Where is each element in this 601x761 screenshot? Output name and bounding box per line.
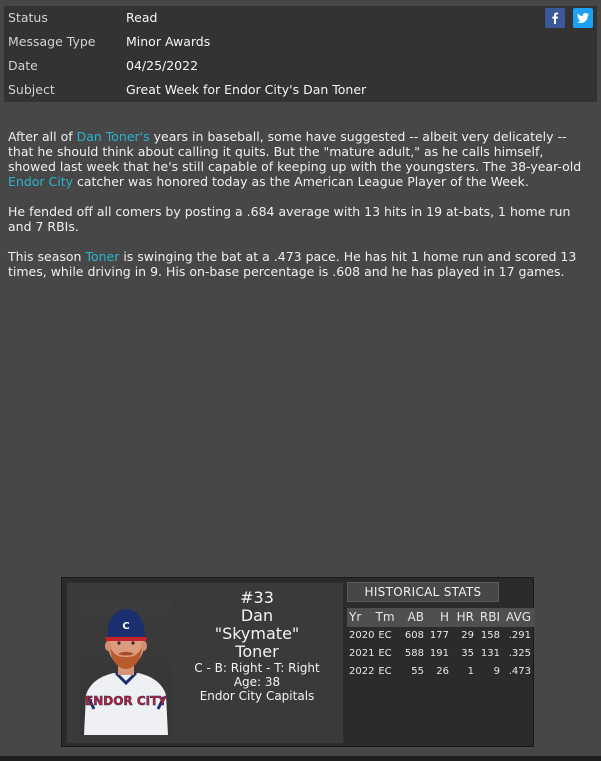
jersey-text: ENDOR CITY — [85, 694, 167, 708]
cell-h: 26 — [436, 666, 449, 677]
date-row — [4, 54, 597, 78]
status-value: Read — [126, 10, 158, 25]
message-type-value: Minor Awards — [126, 34, 211, 49]
article-paragraph: He fended off all comers by posting a .684 average with 13 hits in 19 at-bats, 1 home run and 7 RBIs. — [8, 204, 571, 234]
player-age: Age: 38 — [233, 675, 281, 689]
article-text: is swinging the bat at a .473 pace. He has hit 1 home run and scored 13 times, while driving in 9. His on-base percentage is .608 and he has played in 17 games. — [8, 249, 577, 279]
article-text: This season — [8, 249, 86, 264]
col-header-h[interactable]: H — [439, 610, 449, 624]
player-position-bats-throws: C - B: Right - T: Right — [194, 661, 320, 675]
player-link[interactable]: Dan Toner's — [76, 129, 150, 144]
cell-yr: 2022 — [349, 666, 375, 677]
article-text: years in baseball, some have suggested -- albeit very delicately -- that he should think about calling it quits. But the "mature adult," as he calls himself, showed last week that he's still capable of keeping up with the youngsters. The 38-year-old — [8, 129, 582, 174]
player-team: Endor City Capitals — [199, 689, 315, 703]
col-header-yr[interactable]: Yr — [349, 610, 362, 624]
player-photo — [80, 599, 172, 735]
article-paragraph — [8, 249, 593, 279]
article-paragraph — [8, 129, 593, 189]
table-row — [347, 645, 535, 663]
cell-rbi: 9 — [493, 666, 500, 677]
player-profile[interactable] — [66, 582, 344, 744]
svg-text:C: C — [122, 621, 130, 632]
article-text: After all of — [8, 129, 77, 144]
article-body — [8, 129, 593, 294]
cell-tm: EC — [378, 648, 392, 659]
historical-stats-panel — [345, 582, 531, 744]
bottom-border — [0, 756, 601, 761]
col-header-rbi[interactable]: RBI — [479, 610, 500, 624]
date-label: Date — [8, 58, 38, 73]
article-text: catcher was honored today as the American League Player of the Week. — [73, 174, 529, 189]
player-number: #33 — [240, 588, 274, 607]
table-row — [347, 627, 535, 645]
cell-ab: 55 — [411, 666, 424, 677]
facebook-icon — [545, 8, 565, 28]
cell-rbi: 158 — [480, 630, 500, 641]
stats-table — [347, 608, 535, 681]
cell-ab: 608 — [404, 630, 424, 641]
cell-hr: 35 — [461, 648, 474, 659]
cell-ab: 588 — [404, 648, 424, 659]
player-nickname: "Skymate" — [214, 624, 300, 643]
table-row — [347, 663, 535, 681]
cell-tm: EC — [378, 630, 392, 641]
cell-rbi: 131 — [480, 648, 500, 659]
cell-h: 177 — [429, 630, 449, 641]
team-link[interactable]: Endor City — [8, 174, 74, 189]
player-last-name: Toner — [235, 642, 279, 661]
cell-hr: 1 — [467, 666, 474, 677]
cell-tm: EC — [378, 666, 392, 677]
message-header — [4, 6, 597, 102]
player-card — [61, 577, 534, 747]
status-label: Status — [8, 10, 48, 25]
cell-h: 191 — [429, 648, 449, 659]
cell-hr: 29 — [461, 630, 474, 641]
cell-yr: 2021 — [349, 648, 375, 659]
col-header-hr[interactable]: HR — [456, 610, 474, 624]
cell-avg: .325 — [508, 648, 531, 659]
player-link[interactable]: Toner — [85, 249, 120, 264]
twitter-share-button[interactable] — [573, 8, 593, 28]
col-header-ab[interactable]: AB — [407, 610, 424, 624]
status-row — [4, 6, 597, 30]
stats-header-row — [347, 608, 535, 627]
player-first-name: Dan — [240, 606, 274, 625]
cell-avg: .291 — [508, 630, 531, 641]
date-value: 04/25/2022 — [126, 58, 199, 73]
facebook-share-button[interactable] — [545, 8, 565, 28]
subject-label: Subject — [8, 82, 55, 97]
col-header-avg[interactable]: AVG — [506, 610, 531, 624]
twitter-icon — [573, 8, 593, 28]
cell-yr: 2020 — [349, 630, 375, 641]
message-type-label: Message Type — [8, 34, 96, 49]
subject-value: Great Week for Endor City's Dan Toner — [126, 82, 367, 97]
col-header-tm[interactable]: Tm — [375, 610, 395, 624]
historical-stats-title[interactable]: HISTORICAL STATS — [347, 582, 499, 602]
message-type-row — [4, 30, 597, 54]
subject-row — [4, 78, 597, 102]
player-info — [173, 589, 341, 703]
cell-avg: .473 — [508, 666, 531, 677]
